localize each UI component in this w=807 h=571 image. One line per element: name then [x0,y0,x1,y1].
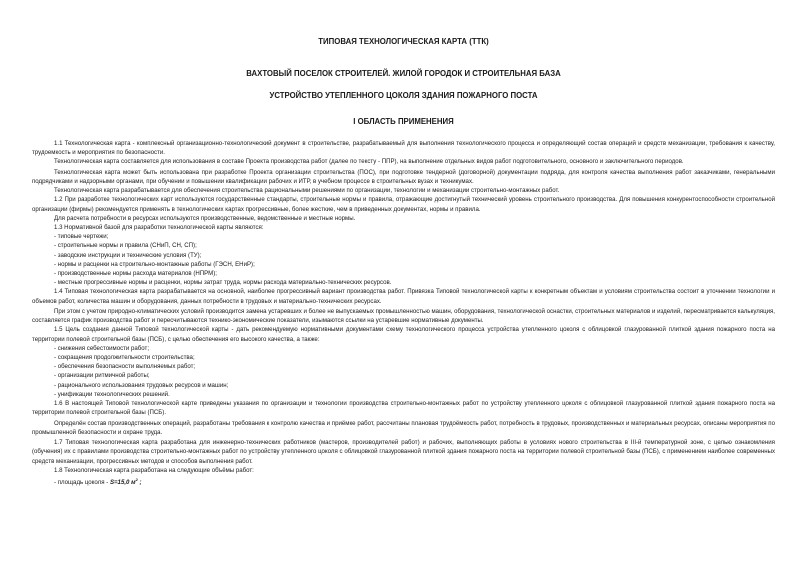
section-heading: I ОБЛАСТЬ ПРИМЕНЕНИЯ [353,117,454,126]
list-item: - местные прогрессивные нормы и расценки, нормы затрат труда, нормы расхода материально-технических ресурсов. [54,279,392,287]
list-item: - производственные нормы расхода материалов (НПРМ); [54,270,217,278]
paragraph: Технологическая карта может быть использована при разработке Проекта организации строительства (ПОС), при подготовке тендерной (договорной) документации подряда, для контроля качества выполнения работ заказчиками, генеральными подрядчиками и надзорными органами, при обучении и повышении квалификации рабочих и ИТР, в учебном процессе в строительных вузах и техникумах. [32,168,775,185]
paragraph: Технологическая карта разрабатывается для обеспечения строительства рациональными решениями по организации, технологии и механизации строительно-монтажных работ. [54,187,560,195]
volume-item: - площадь цоколя - S=15,0 $м^2$ ; [54,477,142,487]
paragraph-1-7: 1.7 Типовая технологическая карта разработана для инженерно-технических работников (мастеров, производителей работ) и рабочих, выполняющих работы в условиях нового строительства в III-й температурной зоне, с целью ознакомления (обучения) их с правилами производства строительно-монтажных работ по устройству утепленного цоколя с облицовкой глазурованной плиткой здания пожарного поста на территории полевой строительной базы (ПСБ), с применением наиболее современных средств механизации, прогрессивных методов и способов выполнения работ. [32,439,775,465]
paragraph-1-8: 1.8 Технологическая карта разработана на следующие объёмы работ: [54,466,254,474]
list-item: - строительные нормы и правила (СНиП, СН, СП); [54,242,197,250]
list-item: - рационального использования трудовых ресурсов и машин; [54,381,229,389]
document-type-title: ТИПОВАЯ ТЕХНОЛОГИЧЕСКАЯ КАРТА (ТТК) [318,37,489,46]
list-item: - снижения себестоимости работ; [54,344,150,352]
list-item: - заводские инструкции и технические условия (ТУ); [54,251,202,259]
list-item: - типовые чертежи; [54,233,109,241]
paragraph-1-6: 1.6 В настоящей Типовой технологической карте приведены указания по организации и технологии производства строительно-монтажных работ по устройству утепленного цоколя с облицовкой глазурованной плиткой здания пожарного поста на территории полевой строительной базы (ПСБ). [32,400,775,417]
paragraph-1-3: 1.3 Нормативной базой для разработки технологической карты являются: [54,224,264,232]
list-item: - унификации технологических решений. [54,390,170,398]
paragraph-1-4: 1.4 Типовая технологическая карта разрабатывается на основной, наиболее прогрессивный вариант производства работ. Привязка Типовой технологической карты к конкретным объектам и условиям строительства состоит в уточнении технологии и объемов работ, количества машин и оборудования, данных потребности в трудовых и материально-технических ресурсах. [32,288,775,305]
unit-superscript: 2 [135,477,138,483]
paragraph: Технологическая карта составляется для использования в составе Проекта производства работ (далее по тексту - ППР), на выполнение отдельных видов работ подготовительного, основного и заключительного периодов. [54,158,684,166]
volume-label: - площадь цоколя - [54,479,110,487]
paragraph-1-2: 1.2 При разработке технологических карт используются государственные стандарты, строительные нормы и правила, отражающие достигнутый технический уровень строительного производства. Для повышения конкурентоспособности строительной организации (фирмы) рекомендуется применять в технологических картах прогрессивные, более жесткие, чем в приведенных документах, нормы и правила. [32,196,775,213]
section-body [32,139,775,487]
list-item: - нормы и расценки на строительно-монтажные работы (ГЭСН, ЕНиР); [54,260,255,268]
paragraph: Для расчета потребности в ресурсах используются производственные, ведомственные и местные нормы. [54,214,356,222]
paragraph-1-5: 1.5 Цель создания данной Типовой технологической карты - дать рекомендуемую нормативными документами схему технологического процесса устройства утепленного цоколя с облицовкой глазурованной плиткой здания пожарного поста на территории полевой строительной базы (ПСБ), с целью обеспечения его высокого качества, а также: [32,326,775,343]
list-item: - организации ритмичной работы; [54,372,150,380]
paragraph: Определён состав производственных операций, разработаны требования к контролю качества и приёмке работ, рассчитаны плановая трудоёмкость работ, потребность в трудовых, производственных и материальных ресурсах, описаны мероприятия по промышленной безопасности и охране труда. [32,419,775,436]
paragraph-1-1: 1.1 Технологическая карта - комплексный организационно-технологический документ в строительстве, разрабатываемый для выполнения технологического процесса и определяющий состав операций и средств механизации, требования к качеству, трудоемкость и мероприятия по безопасности. [32,140,775,157]
paragraph: При этом с учетом природно-климатических условий производится замена устаревших и более не выпускаемых промышленностью машин, оборудования, технологической оснастки, строительных материалов и изделий, пересматривается калькуляция, составляется график производства работ и пересчитываются технико-экономические показатели, изымаются ссылки на устаревшие нормативные документы. [32,308,775,325]
document-subtitle: ВАХТОВЫЙ ПОСЕЛОК СТРОИТЕЛЕЙ. ЖИЛОЙ ГОРОДОК И СТРОИТЕЛЬНАЯ БАЗА [246,69,561,78]
list-item: - сокращения продолжительности строительства; [54,354,195,362]
list-item: - обеспечения безопасности выполняемых работ; [54,363,196,371]
work-title: УСТРОЙСТВО УТЕПЛЕННОГО ЦОКОЛЯ ЗДАНИЯ ПОЖАРНОГО ПОСТА [269,91,538,100]
volume-value: S=15,0 м [109,479,136,487]
